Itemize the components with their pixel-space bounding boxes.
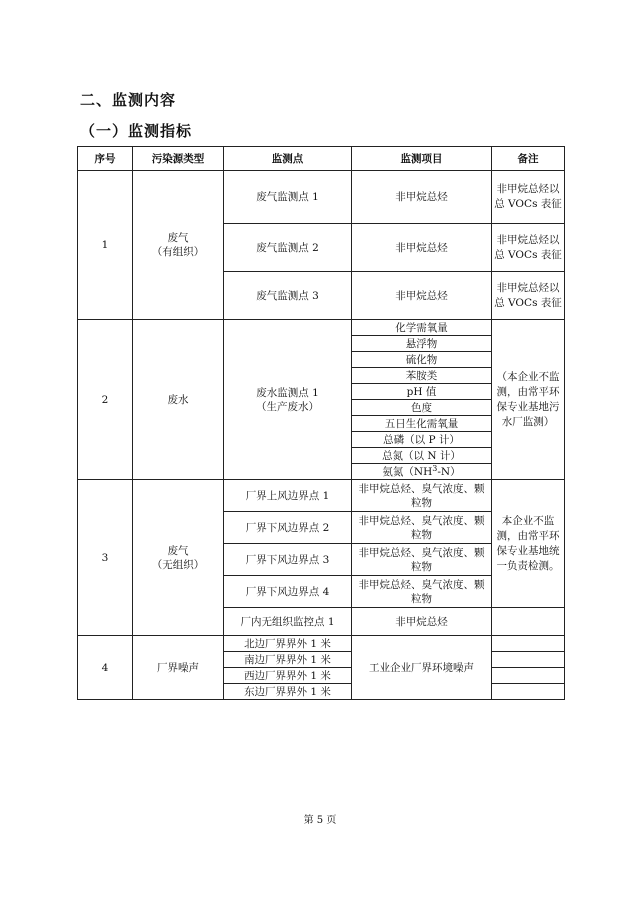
- g3-point: 厂界上风边界点 1: [224, 480, 352, 512]
- g2-item: 硫化物: [352, 352, 492, 368]
- g1-note: 非甲烷总烃以总 VOCs 表征: [492, 224, 565, 272]
- g4-note: [492, 668, 565, 684]
- g4-index: 4: [78, 636, 133, 700]
- g3-item: 非甲烷总烃、臭气浓度、颗粒物: [352, 576, 492, 608]
- table-row: [78, 171, 565, 224]
- g2-item: 总氮（以 N 计）: [352, 448, 492, 464]
- g1-index: 1: [78, 171, 133, 320]
- table-row: [78, 480, 565, 512]
- header-point: 监测点: [224, 147, 352, 171]
- g2-item: 悬浮物: [352, 336, 492, 352]
- g1-point: 废气监测点 2: [224, 224, 352, 272]
- g2-item-ammonia: 氨氮$(NH^3-N)$: [352, 464, 492, 480]
- g2-item: 化学需氧量: [352, 320, 492, 336]
- g4-item: 工业企业厂界环境噪声: [352, 636, 492, 700]
- header-type: 污染源类型: [133, 147, 224, 171]
- g1-point: 废气监测点 1: [224, 171, 352, 224]
- g2-point: 废水监测点 1 （生产废水）: [224, 320, 352, 480]
- g3-point: 厂界下风边界点 4: [224, 576, 352, 608]
- g1-item: 非甲烷总烃: [352, 171, 492, 224]
- table-row: [78, 320, 565, 336]
- g4-note: [492, 684, 565, 700]
- page-number: 第 5 页: [303, 815, 337, 826]
- g3-index: 3: [78, 480, 133, 636]
- table-header-row: [78, 147, 565, 171]
- g3-type: 废气 （无组织）: [133, 480, 224, 636]
- g3-item: 非甲烷总烃、臭气浓度、颗粒物: [352, 544, 492, 576]
- g1-type: 废气 （有组织）: [133, 171, 224, 320]
- g2-item: 色度: [352, 400, 492, 416]
- g2-item: pH 值: [352, 384, 492, 400]
- g2-item: 五日生化需氧量: [352, 416, 492, 432]
- g1-note: 非甲烷总烃以总 VOCs 表征: [492, 171, 565, 224]
- subsection-title: （一）监测指标: [80, 122, 193, 140]
- g3-extra-point: 厂内无组织监控点 1: [224, 608, 352, 636]
- header-note: 备注: [492, 147, 565, 171]
- g3-item: 非甲烷总烃、臭气浓度、颗粒物: [352, 480, 492, 512]
- monitoring-table: [77, 146, 565, 700]
- g4-point: 西边厂界界外 1 米: [224, 668, 352, 684]
- g3-note: 本企业不监测，由常平环保专业基地统一负责检测。: [492, 480, 565, 608]
- g1-item: 非甲烷总烃: [352, 272, 492, 320]
- g4-type: 厂界噪声: [133, 636, 224, 700]
- g1-item: 非甲烷总烃: [352, 224, 492, 272]
- g2-item: 总磷（以 P 计）: [352, 432, 492, 448]
- header-index: 序号: [78, 147, 133, 171]
- g1-point: 废气监测点 3: [224, 272, 352, 320]
- g4-note: [492, 636, 565, 652]
- g2-note: （本企业不监测，由常平环保专业基地污水厂监测）: [492, 320, 565, 480]
- g4-point: 东边厂界界外 1 米: [224, 684, 352, 700]
- g3-point: 厂界下风边界点 3: [224, 544, 352, 576]
- table-row: [78, 636, 565, 652]
- g4-note: [492, 652, 565, 668]
- g3-extra-note: [492, 608, 565, 636]
- g2-index: 2: [78, 320, 133, 480]
- g4-point: 南边厂界界外 1 米: [224, 652, 352, 668]
- section-title: 二、监测内容: [80, 91, 177, 109]
- g3-point: 厂界下风边界点 2: [224, 512, 352, 544]
- g2-item: 苯胺类: [352, 368, 492, 384]
- g4-point: 北边厂界界外 1 米: [224, 636, 352, 652]
- header-item: 监测项目: [352, 147, 492, 171]
- g3-extra-item: 非甲烷总烃: [352, 608, 492, 636]
- g2-type: 废水: [133, 320, 224, 480]
- g1-note: 非甲烷总烃以总 VOCs 表征: [492, 272, 565, 320]
- g3-item: 非甲烷总烃、臭气浓度、颗粒物: [352, 512, 492, 544]
